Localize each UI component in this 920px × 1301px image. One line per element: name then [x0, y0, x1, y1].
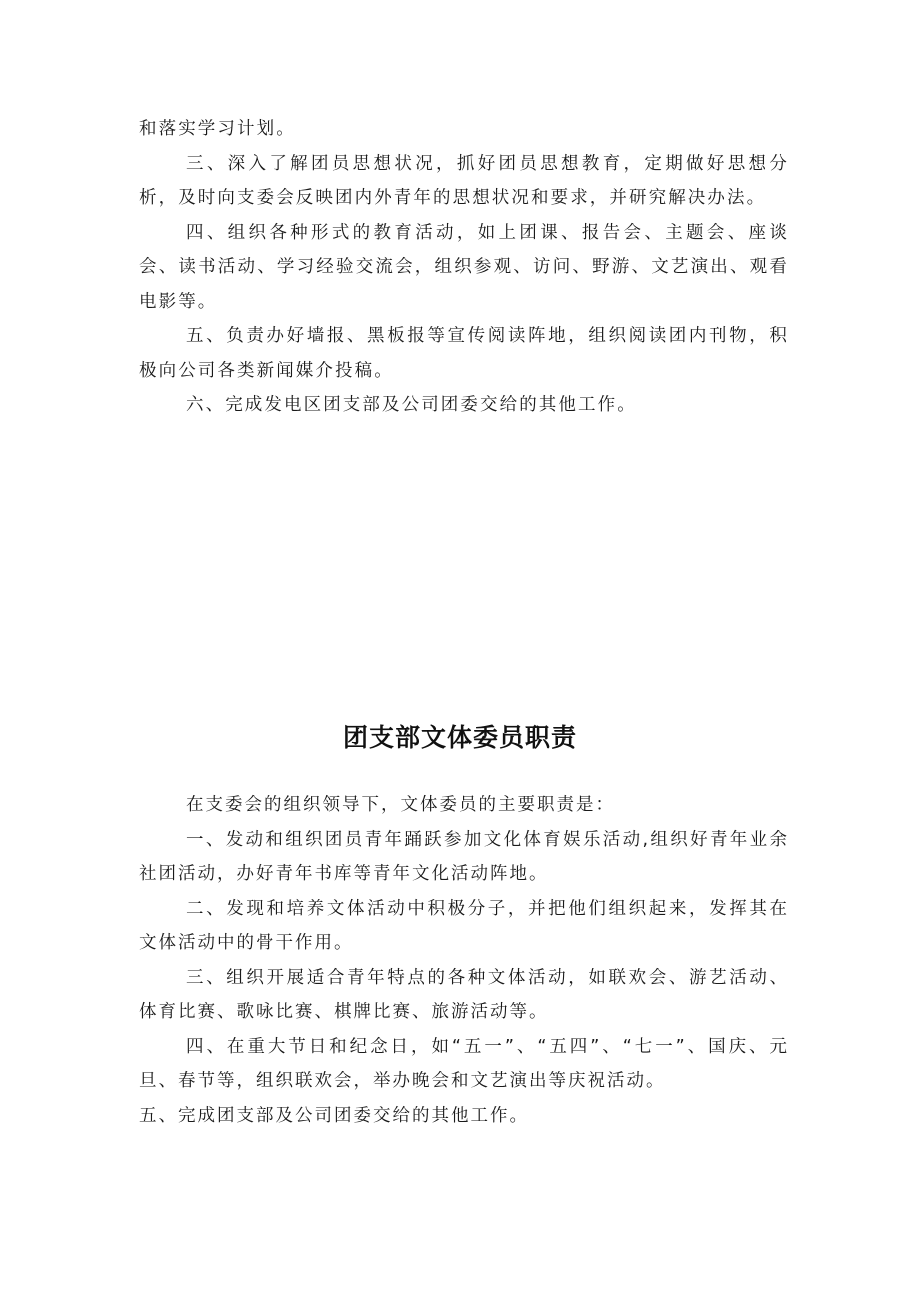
paragraph-duty-5: 五、完成团支部及公司团委交给的其他工作。: [139, 1105, 529, 1126]
paragraph-intro: 在支委会的组织领导下，文体委员的主要职责是：: [186, 795, 615, 815]
section-title: 团支部文体委员职责: [342, 723, 577, 752]
bottom-section: [139, 788, 789, 1133]
paragraph-item-6: 六、完成发电区团支部及公司团委交给的其他工作。: [186, 395, 637, 415]
paragraph-continuation: 和落实学习计划。: [139, 119, 296, 139]
paragraph-duty-2: 二、发现和培养文体活动中积极分子，并把他们组织起来，发挥其在文体活动中的骨干作用。: [139, 898, 789, 953]
paragraph-item-4: 四、组织各种形式的教育活动，如上团课、报告会、主题会、座谈会、读书活动、学习经验交流会，组织参观、访问、野游、文艺演出、观看电影等。: [139, 222, 789, 312]
paragraph-duty-4: 四、在重大节日和纪念日，如“五一”、“五四”、“七一”、国庆、元旦、春节等，组织联欢会，举办晚会和文艺演出等庆祝活动。: [139, 1036, 789, 1091]
paragraph-duty-3: 三、组织开展适合青年特点的各种文体活动，如联欢会、游艺活动、体育比赛、歌咏比赛、棋牌比赛、旅游活动等。: [139, 967, 789, 1022]
paragraph-item-5: 五、负责办好墙报、黑板报等宣传阅读阵地，组织阅读团内刊物，积极向公司各类新闻媒介投稿。: [139, 326, 789, 381]
paragraph-duty-1: 一、发动和组织团员青年踊跃参加文化体育娱乐活动,组织好青年业余社团活动，办好青年书库等青年文化活动阵地。: [139, 829, 789, 884]
paragraph-item-3: 三、深入了解团员思想状况，抓好团员思想教育，定期做好思想分析，及时向支委会反映团内外青年的思想状况和要求，并研究解决办法。: [139, 153, 789, 208]
top-section: [139, 112, 789, 423]
